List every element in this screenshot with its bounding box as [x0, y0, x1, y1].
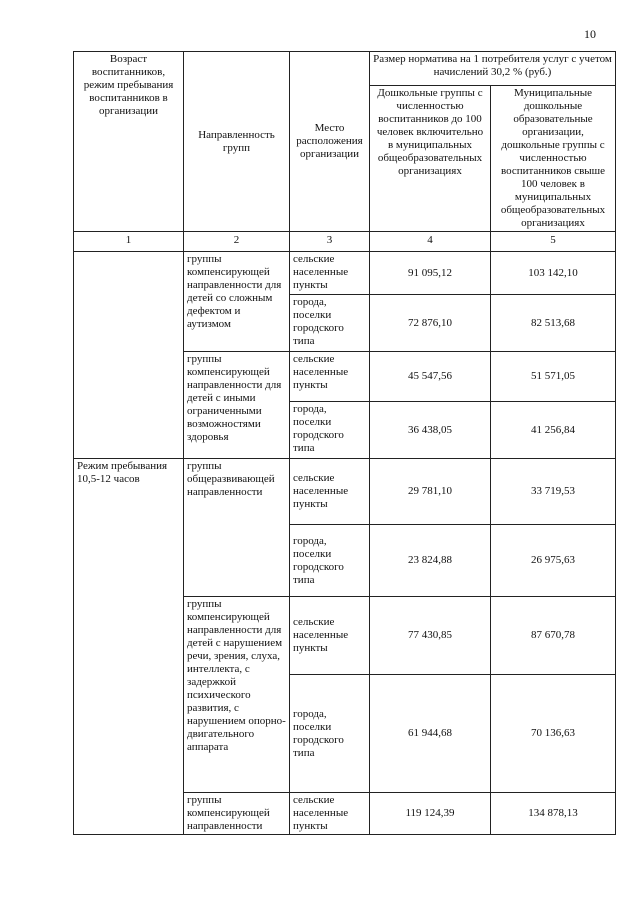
- value-cell: 51 571,05: [491, 352, 616, 402]
- age-mode-cell: Режим пребывания 10,5-12 часов: [74, 459, 184, 835]
- col-number-5: 5: [491, 232, 616, 252]
- value-cell: 72 876,10: [370, 295, 491, 352]
- group-direction-cell: группы компенсирующей направленности для детей с иными ограниченными возможностями здоровья: [184, 352, 290, 459]
- value-cell: 134 878,13: [491, 793, 616, 835]
- value-cell: 29 781,10: [370, 459, 491, 525]
- location-cell: сельские населенные пункты: [290, 793, 370, 835]
- value-cell: 87 670,78: [491, 597, 616, 675]
- value-cell: 82 513,68: [491, 295, 616, 352]
- location-cell: города, поселки городского типа: [290, 675, 370, 793]
- age-mode-cell-empty: [74, 252, 184, 459]
- header-municipal-orgs: Муниципальные дошкольные образовательные организации, дошкольные группы с численностью воспитанников свыше 100 человек в муниципальных общеобразовательных организациях: [491, 86, 616, 232]
- value-cell: 119 124,39: [370, 793, 491, 835]
- group-direction-cell: группы компенсирующей направленности для детей со сложным дефектом и аутизмом: [184, 252, 290, 352]
- table-row: [74, 459, 616, 525]
- group-direction-cell: группы общеразвивающей направленности: [184, 459, 290, 597]
- page-number: 10: [584, 27, 596, 41]
- value-cell: 70 136,63: [491, 675, 616, 793]
- header-small-groups: Дошкольные группы с численностью воспитанников до 100 человек включительно в муниципальных общеобразовательных организациях: [370, 86, 491, 232]
- location-cell: сельские населенные пункты: [290, 352, 370, 402]
- norm-table: [73, 51, 616, 835]
- header-location: Место расположения организации: [290, 52, 370, 232]
- group-direction-cell: группы компенсирующей направленности для детей с нарушением речи, зрения, слуха, интеллекта, с задержкой психического развития, с нарушением опорно-двигательного аппарата: [184, 597, 290, 793]
- location-cell: сельские населенные пункты: [290, 597, 370, 675]
- col-number-3: 3: [290, 232, 370, 252]
- value-cell: 26 975,63: [491, 525, 616, 597]
- value-cell: 77 430,85: [370, 597, 491, 675]
- value-cell: 23 824,88: [370, 525, 491, 597]
- value-cell: 61 944,68: [370, 675, 491, 793]
- value-cell: 33 719,53: [491, 459, 616, 525]
- header-norm: Размер норматива на 1 потребителя услуг с учетом начислений 30,2 % (руб.): [370, 52, 616, 86]
- header-age-mode: Возраст воспитанников, режим пребывания воспитанников в организации: [74, 52, 184, 232]
- location-cell: города, поселки городского типа: [290, 525, 370, 597]
- col-number-4: 4: [370, 232, 491, 252]
- value-cell: 36 438,05: [370, 402, 491, 459]
- location-cell: сельские населенные пункты: [290, 252, 370, 295]
- group-direction-cell: группы компенсирующей направленности: [184, 793, 290, 835]
- value-cell: 41 256,84: [491, 402, 616, 459]
- col-number-1: 1: [74, 232, 184, 252]
- table-row: [74, 252, 616, 295]
- value-cell: 45 547,56: [370, 352, 491, 402]
- value-cell: 103 142,10: [491, 252, 616, 295]
- location-cell: города, поселки городского типа: [290, 402, 370, 459]
- value-cell: 91 095,12: [370, 252, 491, 295]
- col-number-2: 2: [184, 232, 290, 252]
- header-group-direction: Направленность групп: [184, 52, 290, 232]
- location-cell: города, поселки городского типа: [290, 295, 370, 352]
- location-cell: сельские населенные пункты: [290, 459, 370, 525]
